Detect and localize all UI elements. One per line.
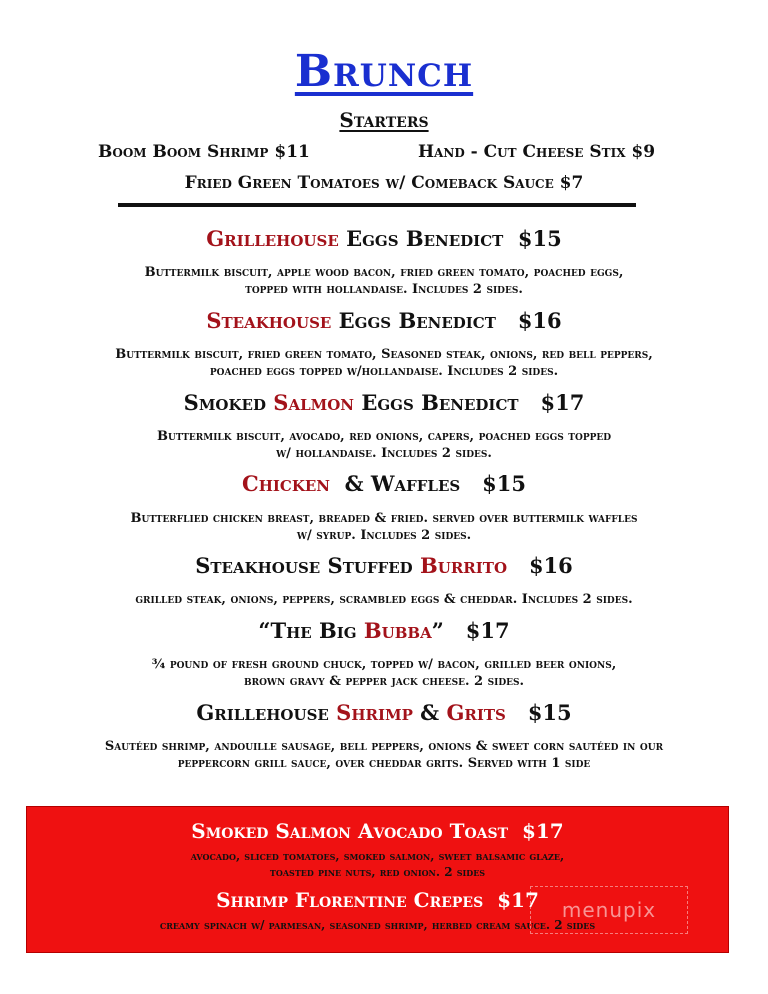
starters-row [0, 142, 768, 166]
starter-item: Hand - Cut Cheese Stix $9 [418, 142, 656, 162]
menu-item-title: Grillehouse Shrimp & Grits $15 [196, 700, 572, 725]
menu-item-title: Chicken & Waffles $15 [241, 471, 527, 496]
special-item-description: avocado, sliced tomatoes, smoked salmon, sweet balsamic glaze, toasted pine nuts, red onion. 2 sides [190, 849, 565, 879]
menu-item-title: “The Big Bubba” $17 [258, 618, 510, 643]
menu-item-description: Buttermilk biscuit, fried green tomato, Seasoned steak, onions, red bell peppers, poached eggs topped w/hollandaise. Includes 2 sides. [115, 347, 653, 379]
menu-item-description: Buttermilk biscuit, apple wood bacon, fried green tomato, poached eggs, topped with hollandaise. Includes 2 sides. [144, 265, 624, 297]
menu-item-description: Buttermilk biscuit, avocado, red onions, capers, poached eggs topped w/ hollandaise. Includes 2 sides. [156, 429, 612, 461]
special-item-description: creamy spinach w/ parmesan, seasoned shrimp, herbed cream sauce. 2 sides [159, 918, 596, 932]
menu-item-title: Steakhouse Stuffed Burrito $16 [195, 553, 573, 578]
special-item-title: Shrimp Florentine Crepes $17 [216, 888, 539, 912]
menu-item-description: ¾ pound of fresh ground chuck, topped w/ bacon, grilled beer onions, brown gravy & pepper jack cheese. 2 sides. [151, 657, 617, 689]
page-title: Brunch [294, 46, 474, 97]
section-divider [118, 203, 636, 207]
special-item-title: Smoked Salmon Avocado Toast $17 [191, 819, 564, 843]
starter-item: Boom Boom Shrimp $11 [98, 142, 310, 162]
watermark-logo: menupix [530, 886, 688, 934]
menu-item-title: Grillehouse Eggs Benedict $15 [206, 226, 562, 251]
menu-item-title: Steakhouse Eggs Benedict $16 [206, 308, 562, 333]
menu-item-description: Butterflied chicken breast, breaded & fried. served over buttermilk waffles w/ syrup. Includes 2 sides. [130, 511, 638, 543]
menu-item-description: Sautéed shrimp, andouille sausage, bell peppers, onions & sweet corn sautéed in our peppercorn grill sauce, over cheddar grits. Served with 1 side [104, 739, 664, 771]
starters-heading: Starters [339, 108, 429, 132]
starter-item: Fried Green Tomatoes w/ Comeback Sauce $7 [184, 173, 584, 193]
menu-item-title: Smoked Salmon Eggs Benedict $17 [183, 390, 585, 415]
menu-item-description: grilled steak, onions, peppers, scrambled eggs & cheddar. Includes 2 sides. [135, 592, 633, 607]
